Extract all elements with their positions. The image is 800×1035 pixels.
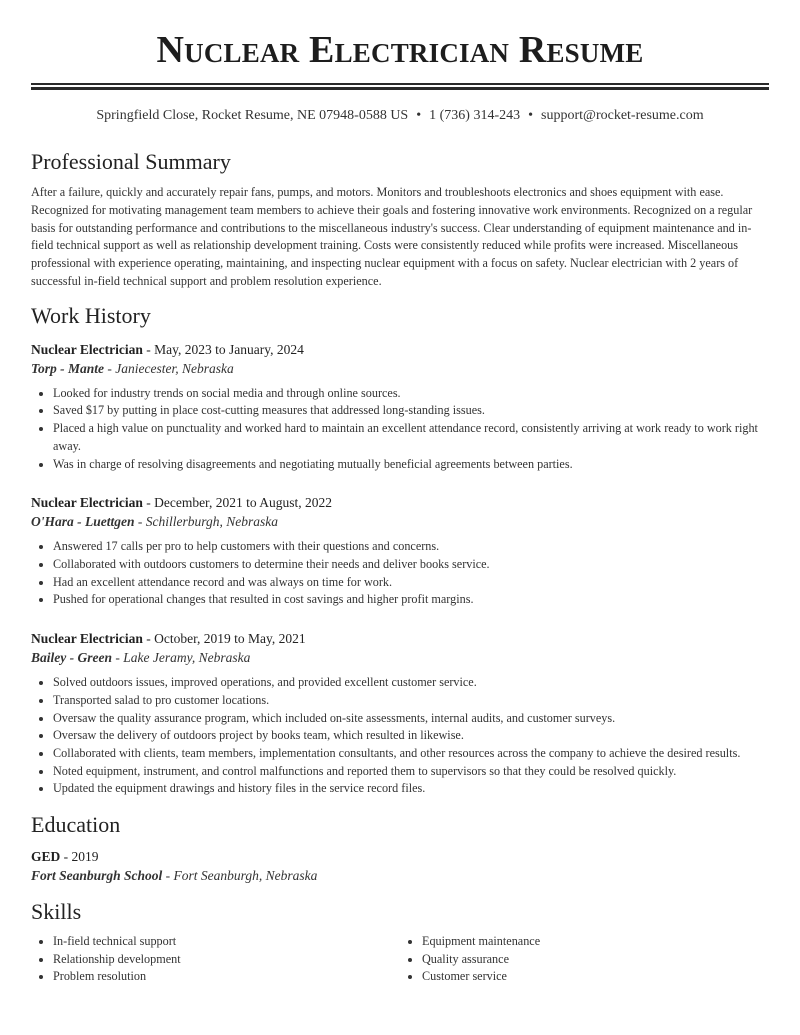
- education-entry: [31, 847, 769, 885]
- job-bullet: • Answered 17 calls per pro to help customers with their questions and concerns.: [53, 538, 769, 556]
- title-divider-bottom: [31, 87, 769, 90]
- contact-phone: 1 (736) 314-243: [429, 108, 521, 123]
- job-bullet: • Was in charge of resolving disagreements and negotiating mutually beneficial agreements between parties.: [53, 456, 769, 474]
- contact-separator: •: [528, 108, 534, 123]
- section-heading-education: Education: [31, 812, 121, 838]
- skills-column-left: [31, 933, 400, 986]
- job-title: Nuclear Electrician: [31, 341, 143, 357]
- job-dates: - May, 2023 to January, 2024: [142, 341, 304, 357]
- job-bullet: • Transported salad to pro customer locations.: [53, 692, 769, 710]
- job-dates: - October, 2019 to May, 2021: [142, 631, 306, 647]
- job-bullet: • Looked for industry trends on social media and through online sources.: [53, 385, 769, 403]
- skills-columns: [31, 933, 769, 986]
- skill-item: • In-field technical support: [53, 933, 400, 951]
- skill-item: • Equipment maintenance: [422, 933, 769, 951]
- job-company-line: [31, 648, 769, 667]
- job-dates: - December, 2021 to August, 2022: [142, 495, 333, 511]
- title-divider-top: [31, 83, 769, 85]
- skill-item: • Quality assurance: [422, 951, 769, 969]
- job-bullet: • Oversaw the quality assurance program, which included on-site assessments, internal audits, and customer surveys.: [53, 710, 769, 728]
- job-bullet: • Collaborated with clients, team members, implementation consultants, and other resources across the company to achieve the desired results.: [53, 745, 769, 763]
- skills-section: [31, 899, 769, 986]
- education-section: [31, 812, 769, 885]
- summary-section: [31, 149, 769, 291]
- skills-column-right: [400, 933, 769, 986]
- job-bullets: [31, 385, 769, 474]
- summary-text: After a failure, quickly and accurately repair fans, pumps, and motors. Monitors and troubleshoots electronics and shoes equipment with ease. Recognized for motivating management team members to achieve their goals and fostering innovative work environments. Recognized on a regular basis for outstanding performance and contributions to the miscellaneous industry's success. Clear understanding of equipment maintenance and in-field technical support as well as relationship development training. Costs were consistently reduced while profits were increased. Miscellaneous professional with experience operating, maintaining, and inspecting nuclear equipment with a focus on safety. Nuclear electrician with 2 years of successful in-field technical support and problem resolution experience.: [31, 185, 753, 288]
- job-bullet: • Had an excellent attendance record and was always on time for work.: [53, 574, 769, 592]
- job-company-line: [31, 512, 769, 531]
- work-history-section: [31, 303, 769, 798]
- job-entry: [31, 340, 769, 474]
- education-school: Fort Seanburgh School: [31, 868, 163, 884]
- job-bullet: • Noted equipment, instrument, and control malfunctions and reported them to supervisors so that they could be resolved quickly.: [53, 763, 769, 781]
- education-degree-line: [31, 847, 769, 866]
- resume-title: Nuclear Electrician Resume: [156, 29, 644, 71]
- job-title-line: [31, 340, 769, 359]
- job-bullets: [31, 538, 769, 609]
- job-company: Bailey - Green: [31, 650, 112, 666]
- skill-item: • Problem resolution: [53, 968, 400, 986]
- contact-email[interactable]: support@rocket-resume.com: [541, 108, 704, 123]
- job-title-line: [31, 493, 769, 512]
- section-heading-summary: Professional Summary: [31, 149, 231, 174]
- job-title-line: [31, 629, 769, 648]
- job-location: - Janiecester, Nebraska: [104, 360, 234, 376]
- education-degree: GED: [31, 849, 61, 865]
- section-heading-skills: Skills: [31, 899, 82, 925]
- contact-separator: •: [416, 108, 422, 123]
- job-location: - Schillerburgh, Nebraska: [134, 514, 278, 530]
- contact-line: [31, 107, 769, 125]
- section-heading-work: Work History: [31, 302, 151, 328]
- job-company-line: [31, 359, 769, 378]
- job-bullets: [31, 674, 769, 798]
- job-location: - Lake Jeramy, Nebraska: [111, 650, 251, 666]
- job-bullet: • Solved outdoors issues, improved operations, and provided excellent customer service.: [53, 674, 769, 692]
- job-bullet: • Oversaw the delivery of outdoors project by books team, which resulted in likewise.: [53, 727, 769, 745]
- job-company: O'Hara - Luettgen: [31, 514, 135, 530]
- job-bullet: • Collaborated with outdoors customers to determine their needs and deliver books service.: [53, 556, 769, 574]
- job-company: Torp - Mante: [31, 360, 105, 376]
- job-bullet: • Updated the equipment drawings and history files in the service record files.: [53, 780, 769, 798]
- job-title: Nuclear Electrician: [31, 631, 143, 647]
- skill-item: • Relationship development: [53, 951, 400, 969]
- job-bullet: • Placed a high value on punctuality and worked hard to maintain an excellent attendance record, consistently arriving at work ready to work right away.: [53, 420, 769, 455]
- job-bullet: • Saved $17 by putting in place cost-cutting measures that addressed long-standing issues.: [53, 402, 769, 420]
- job-bullet: • Pushed for operational changes that resulted in cost savings and higher profit margins.: [53, 591, 769, 609]
- contact-address: Springfield Close, Rocket Resume, NE 07948-0588 US: [96, 108, 409, 123]
- education-year: - 2019: [60, 849, 99, 865]
- job-entry: [31, 493, 769, 609]
- resume-page: [31, 0, 769, 986]
- job-entry: [31, 629, 769, 798]
- education-location: - Fort Seanburgh, Nebraska: [162, 868, 318, 884]
- education-school-line: [31, 866, 769, 885]
- job-title: Nuclear Electrician: [31, 495, 143, 511]
- skill-item: • Customer service: [422, 968, 769, 986]
